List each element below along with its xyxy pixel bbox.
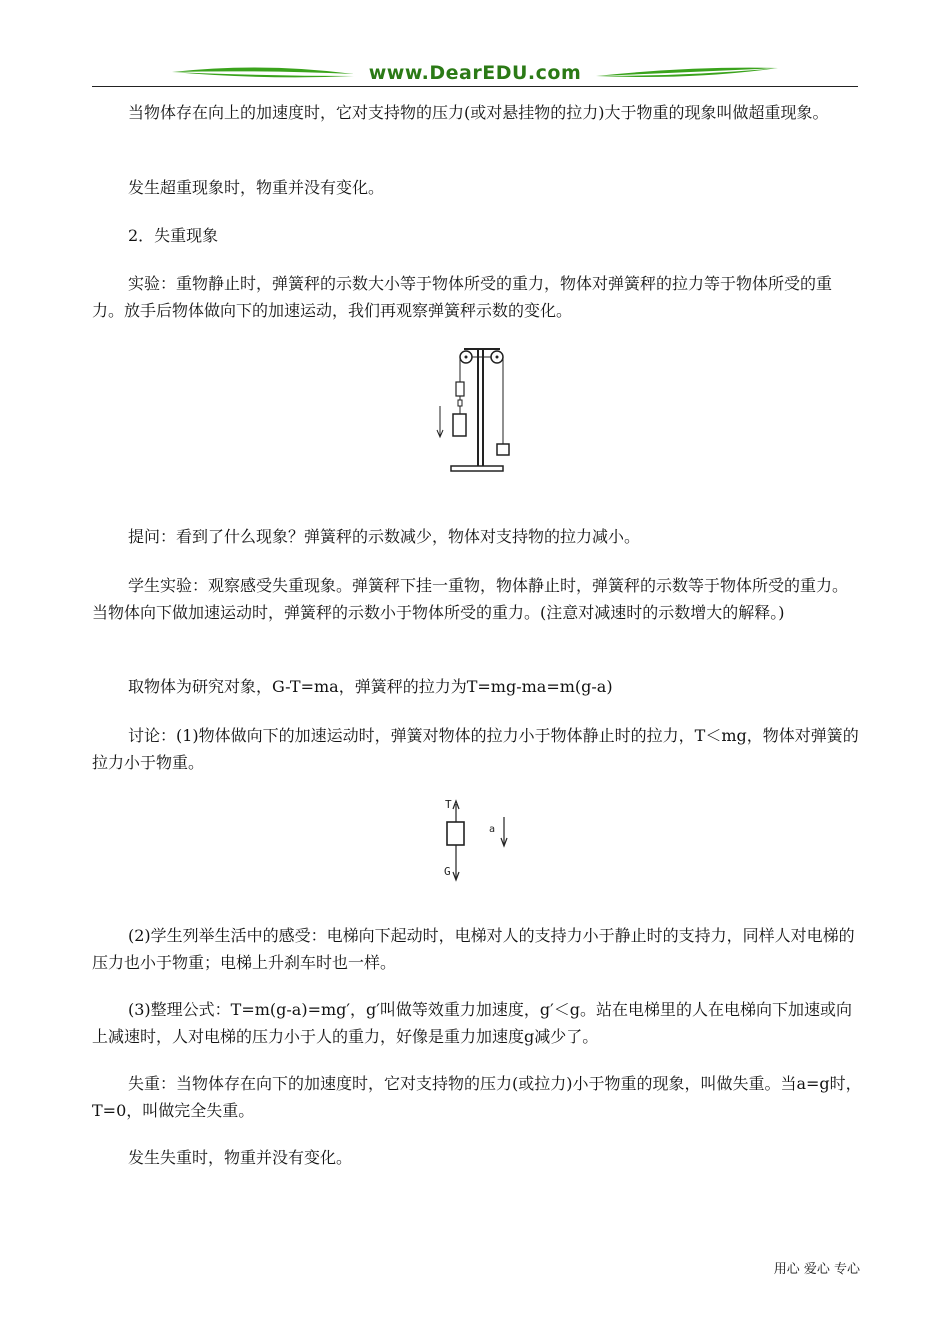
page-header — [92, 58, 858, 90]
tension-label: T — [445, 798, 452, 811]
paragraph: (2)学生列举生活中的感受：电梯向下起动时，电梯对人的支持力小于静止时的支持力，同样人对电梯的压力也小于物重；电梯上升刹车时也一样。 — [92, 926, 855, 972]
paragraph: 发生失重时，物重并没有变化。 — [128, 1148, 353, 1167]
section-heading: 2．失重现象 — [128, 226, 219, 245]
force-diagram-figure — [438, 796, 518, 882]
paragraph: 取物体为研究对象，G-T=ma，弹簧秤的拉力为T=mg-ma=m(g-a) — [128, 677, 613, 696]
paragraph: 当物体存在向上的加速度时，它对支持物的压力(或对悬挂物的拉力)大于物重的现象叫做超重现象。 — [128, 103, 829, 122]
gravity-label: G — [444, 865, 451, 878]
paragraph: 实验：重物静止时，弹簧秤的示数大小等于物体所受的重力，物体对弹簧秤的拉力等于物体所受的重力。放手后物体做向下的加速运动，我们再观察弹簧秤示数的变化。 — [92, 274, 833, 320]
paragraph: 失重：当物体存在向下的加速度时，它对支持物的压力(或拉力)小于物重的现象，叫做失重。当a=g时，T=0，叫做完全失重。 — [92, 1074, 862, 1120]
paragraph: 提问：看到了什么现象？弹簧秤的示数减少，物体对支持物的拉力减小。 — [128, 527, 641, 546]
page-footer: 用心 爱心 专心 — [773, 1262, 860, 1277]
acceleration-label: a — [489, 824, 496, 835]
paragraph: (3)整理公式：T=m(g-a)=mg′，g′叫做等效重力加速度，g′＜g。站在电梯里的人在电梯向下加速或向上减速时，人对电梯的压力小于人的重力，好像是重力加速度g减少了。 — [92, 1000, 853, 1046]
site-logo[interactable]: www.DearEDU.com — [368, 62, 582, 84]
paragraph: 学生实验：观察感受失重现象。弹簧秤下挂一重物，物体静止时，弹簧秤的示数等于物体所受的重力。当物体向下做加速运动时，弹簧秤的示数小于物体所受的重力。(注意对减速时的示数增大的解释。) — [92, 576, 849, 622]
spring-scale-apparatus-figure — [430, 340, 520, 475]
paragraph: 发生超重现象时，物重并没有变化。 — [128, 178, 385, 197]
header-rule — [92, 86, 858, 87]
paragraph: 讨论：(1)物体做向下的加速运动时，弹簧对物体的拉力小于物体静止时的拉力，T＜mg，物体对弹簧的拉力小于物重。 — [92, 726, 859, 772]
